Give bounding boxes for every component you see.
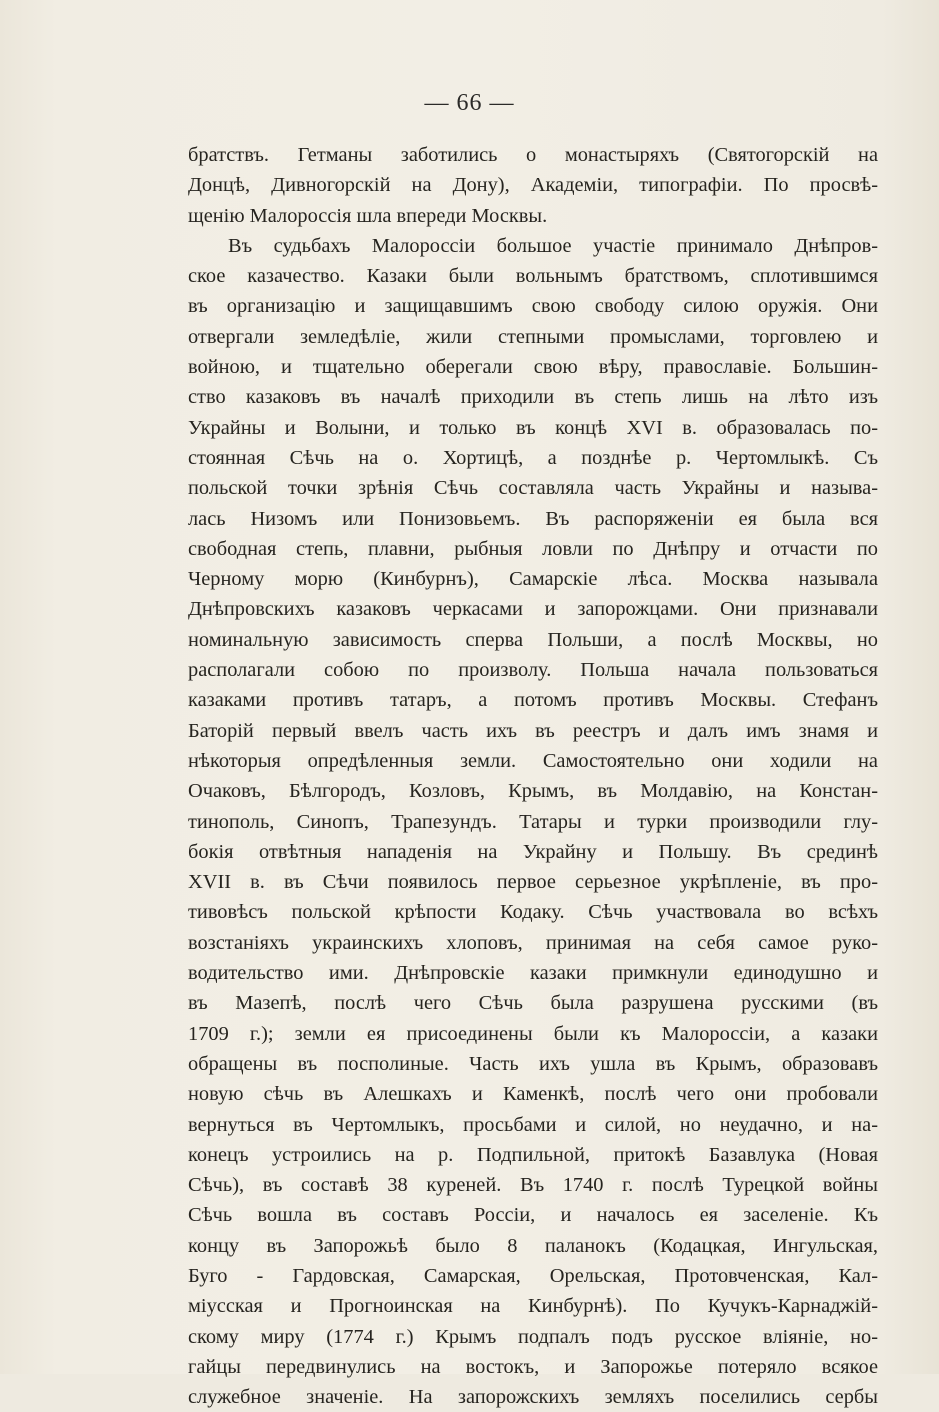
text-line: Сѣчь), въ составѣ 38 куреней. Въ 1740 г. послѣ Турецкой войны [188, 1174, 878, 1197]
text-line: Днѣпровскихъ казаковъ черкасами и запорожцами. Они признавали [188, 598, 878, 621]
text-line: войною, и тщательно оберегали свою вѣру, православіе. Большин- [188, 356, 878, 379]
text-line: бокія отвѣтныя нападенія на Украйну и Польшу. Въ срединѣ [188, 840, 878, 863]
text-line: лась Низомъ или Понизовьемъ. Въ распоряженіи ея была вся [188, 507, 878, 530]
text-line: Баторій первый ввелъ часть ихъ въ реестръ и далъ имъ знамя и [188, 719, 878, 742]
text-line: Очаковъ, Бѣлгородъ, Козловъ, Крымъ, въ Молдавію, на Констан- [188, 780, 878, 803]
text-line: ское казачество. Казаки были вольнымъ братствомъ, сплотившимся [188, 265, 878, 288]
text-line: нѣкоторыя опредѣленныя земли. Самостоятельно они ходили на [188, 749, 878, 772]
text-line: вернуться въ Чертомлыкъ, просьбами и силой, но неудачно, и на- [188, 1113, 878, 1136]
text-line: братствъ. Гетманы заботились о монастыряхъ (Святогорскій на [188, 144, 878, 166]
text-line: служебное значеніе. На запорожскихъ земляхъ поселились сербы [188, 1386, 878, 1409]
text-line: въ Мазепѣ, послѣ чего Сѣчь была разрушена русскими (въ [188, 992, 878, 1015]
text-line: гайцы передвинулись на востокъ, и Запорожье потеряло всякое [188, 1355, 878, 1378]
text-line: тивовѣсъ польской крѣпости Кодаку. Сѣчь участвовала во всѣхъ [188, 901, 878, 924]
text-line: Въ судьбахъ Малороссіи большое участіе принимало Днѣпров- [228, 234, 878, 257]
text-line: польской точки зрѣнія Сѣчь составляла часть Украйны и называ- [188, 477, 878, 500]
text-line: свободная степь, плавни, рыбныя ловли по Днѣпру и отчасти по [188, 537, 878, 560]
text-line: стоянная Сѣчь на о. Хортицѣ, а позднѣе р. Чертомлыкѣ. Съ [188, 446, 878, 469]
text-line: водительство ими. Днѣпровскіе казаки примкнули единодушно и [188, 962, 878, 985]
page-number: — 66 — [424, 90, 515, 116]
text-line: номинальную зависимость сперва Польши, а послѣ Москвы, но [188, 628, 878, 651]
text-line: Сѣчь вошла въ составъ Россіи, и началось ея заселеніе. Къ [188, 1204, 878, 1227]
text-line: возстаніяхъ украинскихъ хлоповъ, принимая на себя самое руко- [188, 931, 878, 954]
text-line: Донцѣ, Дивногорскій на Дону), Академіи, типографіи. По просвѣ- [188, 174, 878, 197]
text-line: Буго - Гардовская, Самарская, Орельская, Протовченская, Кал- [188, 1264, 878, 1287]
text-line: конецъ устроились на р. Подпильной, притокѣ Базавлука (Новая [188, 1143, 878, 1166]
text-line: располагали собою по произволу. Польша начала пользоваться [188, 659, 878, 682]
text-line: въ организацію и защищавшимъ свою свободу силою оружія. Они [188, 295, 878, 318]
text-line: казаками противъ татаръ, а потомъ противъ Москвы. Стефанъ [188, 689, 878, 712]
text-line: Украйны и Волыни, и только въ концѣ XVI в. образовалась по- [188, 416, 878, 439]
text-line: скому миру (1774 г.) Крымъ подпалъ подъ русское вліяніе, но- [188, 1325, 878, 1348]
text-line: новую сѣчь въ Алешкахъ и Каменкѣ, послѣ чего они пробовали [188, 1083, 878, 1106]
text-line: ство казаковъ въ началѣ приходили въ степь лишь на лѣто изъ [188, 386, 878, 409]
body-text [188, 140, 878, 1412]
text-line: тинополь, Синопъ, Трапезундъ. Татары и турки производили глу- [188, 810, 878, 833]
text-line: XVII в. въ Сѣчи появилось первое серьезное укрѣпленіе, въ про- [188, 871, 878, 894]
text-line: міусская и Прогноинская на Кинбурнѣ). По Кучукъ-Карнаджій- [188, 1295, 878, 1318]
text-line: отвергали земледѣліе, жили степными промыслами, торговлею и [188, 325, 878, 348]
text-line: обращены въ посполиные. Часть ихъ ушла въ Крымъ, образовавъ [188, 1052, 878, 1075]
text-line: 1709 г.); земли ея присоединены были къ Малороссіи, а казаки [188, 1022, 878, 1045]
text-line: Черному морю (Кинбурнъ), Самарскіе лѣса. Москва называла [188, 568, 878, 591]
text-line: концу въ Запорожьѣ было 8 паланокъ (Кодацкая, Ингульская, [188, 1234, 878, 1257]
text-line: щенію Малороссія шла впереди Москвы. [188, 204, 548, 227]
